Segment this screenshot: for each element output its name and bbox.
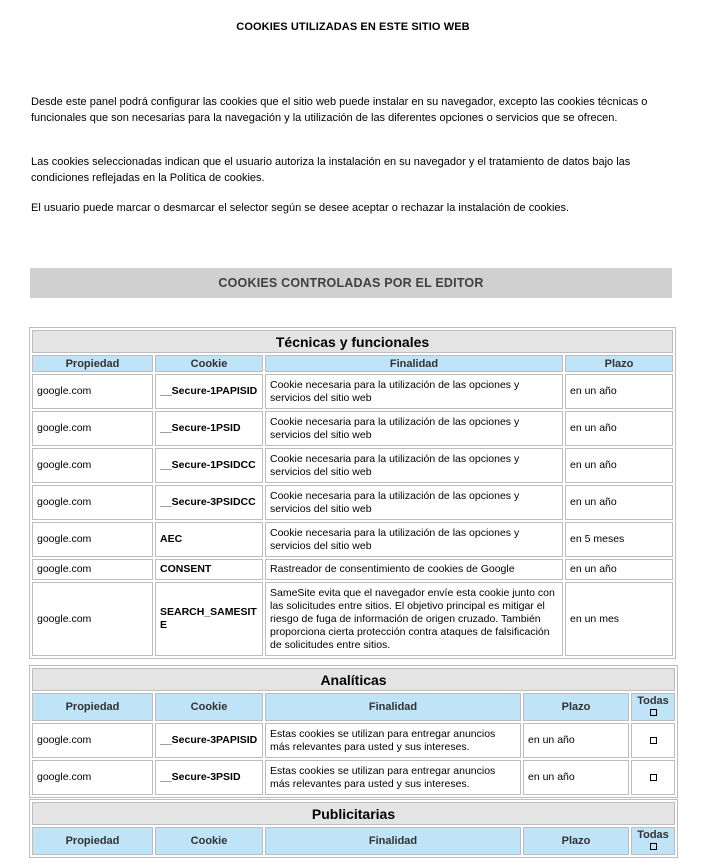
- cell-plazo: en un año: [565, 411, 673, 446]
- checkbox-icon[interactable]: [650, 843, 657, 850]
- column-header-cookie: Cookie: [155, 355, 263, 372]
- cell-plazo: en un año: [523, 723, 629, 758]
- cell-propiedad: google.com: [32, 485, 153, 520]
- table-row: [32, 411, 673, 446]
- checkbox-icon[interactable]: [650, 709, 657, 716]
- cookie-table-analiticas: [30, 666, 677, 797]
- cell-propiedad: google.com: [32, 522, 153, 557]
- table-row: [32, 522, 673, 557]
- cell-plazo: en un año: [523, 760, 629, 795]
- cell-plazo: en un año: [565, 448, 673, 483]
- intro-paragraph: El usuario puede marcar o desmarcar el selector según se desee aceptar o rechazar la instalación de cookies.: [31, 202, 570, 214]
- column-header-finalidad: Finalidad: [265, 693, 521, 721]
- table-row: [32, 760, 675, 795]
- cell-cookie: __Secure-1PSIDCC: [155, 448, 263, 483]
- group-title-analiticas: Analíticas: [32, 668, 675, 691]
- column-header-finalidad: Finalidad: [265, 355, 563, 372]
- checkbox-icon[interactable]: [650, 737, 657, 744]
- cell-finalidad: Cookie necesaria para la utilización de las opciones y servicios del sitio web: [265, 374, 563, 409]
- column-header-plazo: Plazo: [523, 693, 629, 721]
- todas-label: Todas: [637, 829, 669, 841]
- select-all-publicitarias[interactable]: [631, 827, 675, 855]
- intro-paragraph: Desde este panel podrá configurar las cookies que el sitio web puede instalar en su navegador, excepto las cookies técnicas o funcionales que son necesarias para la navegación y la utilización de las diferentes opciones o servicios que se ofrecen.: [31, 96, 648, 124]
- table-row: [32, 485, 673, 520]
- checkbox-icon[interactable]: [650, 774, 657, 781]
- cell-propiedad: google.com: [32, 723, 153, 758]
- column-header-plazo: Plazo: [523, 827, 629, 855]
- cell-plazo: en un año: [565, 374, 673, 409]
- table-row: [32, 723, 675, 758]
- cell-propiedad: google.com: [32, 760, 153, 795]
- group-title-tecnicas: Técnicas y funcionales: [32, 330, 673, 353]
- cell-finalidad: Estas cookies se utilizan para entregar anuncios más relevantes para usted y sus intereses.: [265, 723, 521, 758]
- column-header-cookie: Cookie: [155, 693, 263, 721]
- table-row: [32, 582, 673, 656]
- cell-finalidad: Cookie necesaria para la utilización de las opciones y servicios del sitio web: [265, 411, 563, 446]
- cell-finalidad: Cookie necesaria para la utilización de las opciones y servicios del sitio web: [265, 485, 563, 520]
- cell-propiedad: google.com: [32, 448, 153, 483]
- column-header-finalidad: Finalidad: [265, 827, 521, 855]
- cell-finalidad: Estas cookies se utilizan para entregar anuncios más relevantes para usted y sus intereses.: [265, 760, 521, 795]
- cell-plazo: en un mes: [565, 582, 673, 656]
- cell-propiedad: google.com: [32, 411, 153, 446]
- column-header-propiedad: Propiedad: [32, 355, 153, 372]
- page-title: COOKIES UTILIZADAS EN ESTE SITIO WEB: [236, 21, 470, 33]
- section-header: COOKIES CONTROLADAS POR EL EDITOR: [30, 268, 672, 298]
- todas-label: Todas: [637, 695, 669, 707]
- cell-finalidad: SameSite evita que el navegador envíe esta cookie junto con las solicitudes entre sitios. El objetivo principal es mitigar el riesgo de fuga de información de origen cruzado. También proporciona cierta protección contra ataques de falsificación de solicitudes entre sitios.: [265, 582, 563, 656]
- table-row: [32, 559, 673, 580]
- cell-cookie: CONSENT: [155, 559, 263, 580]
- select-all-analiticas[interactable]: [631, 693, 675, 721]
- intro-paragraph: Las cookies seleccionadas indican que el usuario autoriza la instalación en su navegador y el tratamiento de datos bajo las condiciones reflejadas en la Política de cookies.: [31, 156, 631, 184]
- cookie-table-publicitarias: [30, 800, 677, 857]
- cell-cookie: __Secure-3PAPISID: [155, 723, 263, 758]
- table-row: [32, 374, 673, 409]
- cell-plazo: en un año: [565, 559, 673, 580]
- cell-cookie: __Secure-3PSID: [155, 760, 263, 795]
- column-header-plazo: Plazo: [565, 355, 673, 372]
- cell-cookie: AEC: [155, 522, 263, 557]
- cell-cookie: __Secure-3PSIDCC: [155, 485, 263, 520]
- cell-cookie: __Secure-1PSID: [155, 411, 263, 446]
- cell-propiedad: google.com: [32, 374, 153, 409]
- cell-propiedad: google.com: [32, 582, 153, 656]
- cookie-checkbox[interactable]: [631, 723, 675, 758]
- cell-finalidad: Cookie necesaria para la utilización de las opciones y servicios del sitio web: [265, 522, 563, 557]
- table-row: [32, 448, 673, 483]
- cell-cookie: SEARCH_SAMESITE: [155, 582, 263, 656]
- cell-propiedad: google.com: [32, 559, 153, 580]
- column-header-propiedad: Propiedad: [32, 827, 153, 855]
- cell-plazo: en 5 meses: [565, 522, 673, 557]
- column-header-propiedad: Propiedad: [32, 693, 153, 721]
- cookie-table-tecnicas: [30, 328, 675, 658]
- cell-finalidad: Cookie necesaria para la utilización de las opciones y servicios del sitio web: [265, 448, 563, 483]
- group-title-publicitarias: Publicitarias: [32, 802, 675, 825]
- cell-plazo: en un año: [565, 485, 673, 520]
- cell-cookie: __Secure-1PAPISID: [155, 374, 263, 409]
- column-header-cookie: Cookie: [155, 827, 263, 855]
- cell-finalidad: Rastreador de consentimiento de cookies de Google: [265, 559, 563, 580]
- cookie-checkbox[interactable]: [631, 760, 675, 795]
